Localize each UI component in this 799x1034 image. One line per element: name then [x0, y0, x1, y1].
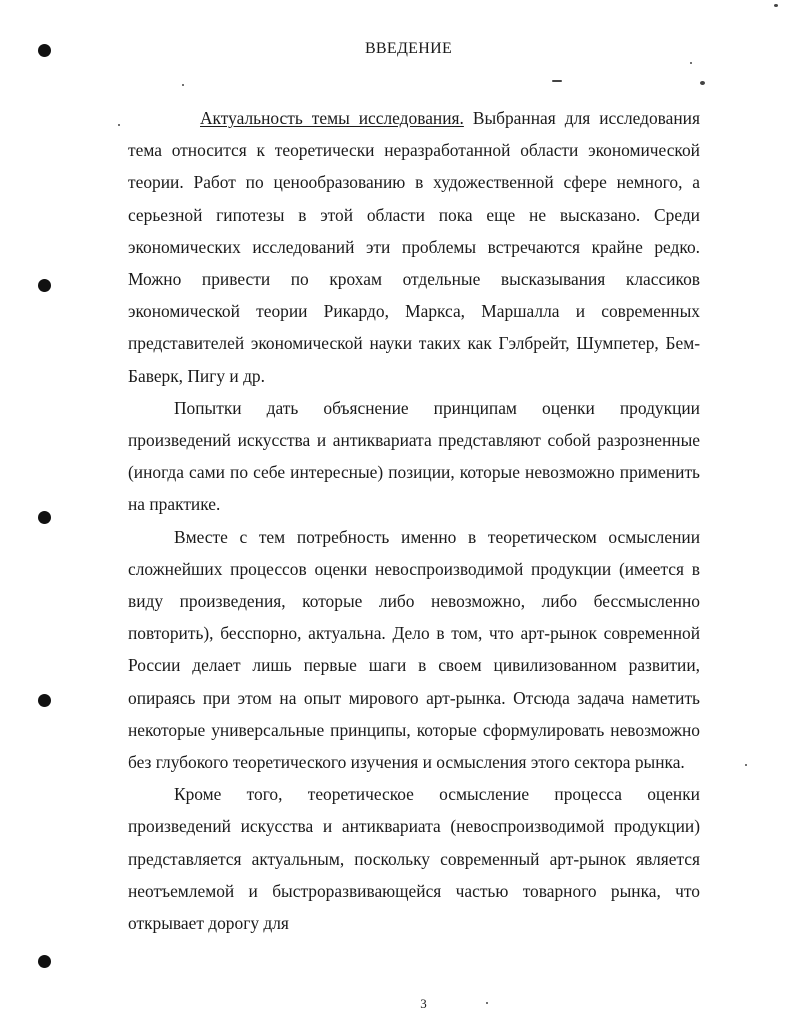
binder-hole [38, 511, 51, 524]
page-number: 3 [420, 996, 427, 1011]
scan-speck [745, 764, 747, 766]
scan-speck [774, 4, 778, 7]
binder-hole [38, 279, 51, 292]
binder-hole [38, 694, 51, 707]
scan-speck [118, 124, 120, 126]
scan-speck [700, 81, 705, 85]
scan-speck [182, 84, 184, 86]
body-text [128, 102, 700, 939]
paragraph-relevance [128, 102, 700, 392]
paragraph-moreover: Кроме того, теоретическое осмысление процесса оценки произведений искусства и антиквариата (невоспроизводимой продукции) представляется актуальным, поскольку современный арт-рынок является неотъемлемой и быстроразвивающейся частью товарного рынка, что открывает дорогу для [128, 784, 700, 934]
page-title: ВВЕДЕНИЕ [364, 40, 453, 57]
paragraph-text: Выбранная для исследования тема относится к теоретически неразработанной области экономической теории. Работ по ценообразованию в художественной сфере немного, а серьезной гипотезы в этой области пока еще не высказано. Среди экономических исследований эти проблемы встречаются крайне редко. Можно привести по крохам отдельные высказывания классиков экономической теории Рикардо, Маркса, Маршалла и современных представителей экономической науки таких как Гэлбрейт, Шумпетер, Бем-Баверк, Пигу и др. [128, 108, 700, 386]
scan-speck [690, 62, 692, 64]
binder-hole [38, 955, 51, 968]
paragraph-need: Вместе с тем потребность именно в теоретическом осмыслении сложнейших процессов оценки невоспроизводимой продукции (имеется в виду произведения, которые либо невозможно, либо бессмысленно повторить), бесспорно, актуальна. Дело в том, что арт-рынок современной России делает лишь первые шаги в своем цивилизованном развитии, опираясь при этом на опыт мирового арт-рынка. Отсюда задача наметить некоторые универсальные принципы, которые сформулировать невозможно без глубокого теоретического изучения и осмысления этого сектора рынка. [128, 526, 700, 773]
section-heading: Актуальность темы исследования. [200, 108, 464, 128]
paragraph-attempts: Попытки дать объяснение принципам оценки продукции произведений искусства и антиквариата представляют собой разрозненные (иногда сами по себе интересные) позиции, которые невозможно применить на практике. [128, 397, 700, 515]
scan-speck [552, 80, 562, 82]
